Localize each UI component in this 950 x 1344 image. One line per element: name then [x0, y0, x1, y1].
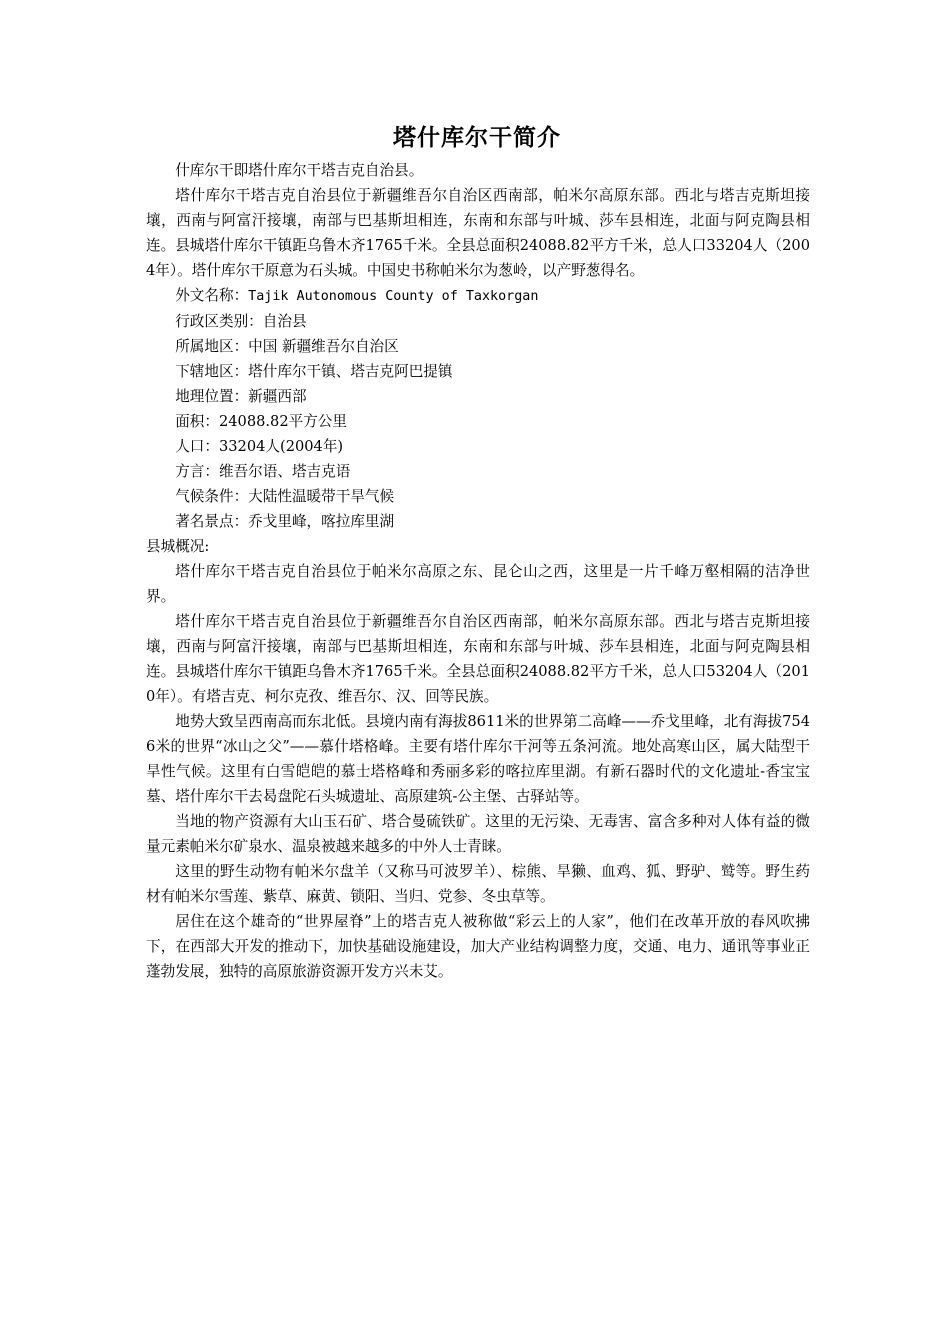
attribute-value: 中国 新疆维吾尔自治区: [248, 338, 399, 355]
attribute-value: 自治县: [262, 313, 307, 330]
attribute-row-subdivisions: [146, 359, 810, 384]
body-paragraph: 当地的物产资源有大山玉石矿、塔合曼硫铁矿。这里的无污染、无毒害、富含多种对人体有益的微量元素帕米尔矿泉水、温泉被越来越多的中外人士青睐。: [146, 813, 810, 855]
body-paragraph: 塔什库尔干塔吉克自治县位于新疆维吾尔自治区西南部，帕米尔高原东部。西北与塔吉克斯坦接壤，西南与阿富汗接壤，南部与巴基斯坦相连，东南和东部与叶城、莎车县相连，北面与阿克陶县相连。县城塔什库尔干镇距乌鲁木齐1765千米。全县总面积24088.82平方千米，总人口53204人（2010年）。有塔吉克、柯尔克孜、维吾尔、汉、回等民族。: [146, 613, 810, 705]
attribute-row-region: [146, 334, 810, 359]
attribute-value: 24088.82平方公里: [218, 413, 347, 430]
attribute-label: 面积：: [175, 413, 219, 430]
attribute-row-foreign-name: [146, 283, 810, 309]
attribute-row-attractions: [146, 509, 810, 534]
body-paragraph: 居住在这个雄奇的“世界屋脊”上的塔吉克人被称做“彩云上的人家”，他们在改革开放的春风吹拂下，在西部大开发的推动下，加快基础设施建设，加大产业结构调整力度，交通、电力、通讯等事业正蓬勃发展，独特的高原旅游资源开发方兴未艾。: [146, 913, 810, 980]
attribute-value: 33204人(2004年): [218, 438, 344, 455]
body-paragraph: 塔什库尔干塔吉克自治县位于帕米尔高原之东、昆仑山之西，这里是一片千峰万壑相隔的洁净世界。: [146, 563, 810, 605]
attribute-row-climate: [146, 484, 810, 509]
attribute-label: 外文名称：: [175, 287, 249, 304]
attribute-value: Tajik Autonomous County of Taxkorgan: [248, 289, 539, 304]
document-page: [146, 118, 810, 984]
attribute-value: 大陆性温暖带干旱气候: [248, 488, 395, 505]
attribute-row-admin-type: [146, 309, 810, 334]
body-paragraph: 地势大致呈西南高而东北低。县境内南有海拔8611米的世界第二高峰——乔戈里峰，北有海拔7546米的世界“冰山之父”——慕什塔格峰。主要有塔什库尔干河等五条河流。地处高寒山区，属大陆型干旱性气候。这里有白雪皑皑的慕士塔格峰和秀丽多彩的喀拉库里湖。有新石器时代的文化遗址-香宝宝墓、塔什库尔干去曷盘陀石头城遗址、高原建筑-公主堡、古驿站等。: [146, 713, 810, 805]
intro-short-paragraph: 什库尔干即塔什库尔干塔吉克自治县。: [175, 162, 424, 179]
attribute-label: 气候条件：: [175, 488, 249, 505]
attribute-label: 方言：: [175, 463, 219, 480]
attribute-label: 地理位置：: [175, 388, 249, 405]
attribute-value: 塔什库尔干镇、塔吉克阿巴提镇: [248, 363, 453, 380]
attribute-row-area: [146, 409, 810, 434]
attribute-label: 下辖地区：: [175, 363, 249, 380]
attribute-label: 行政区类别：: [175, 313, 263, 330]
intro-long-paragraph: 塔什库尔干塔吉克自治县位于新疆维吾尔自治区西南部，帕米尔高原东部。西北与塔吉克斯坦接壤，西南与阿富汗接壤，南部与巴基斯坦相连，东南和东部与叶城、莎车县相连，北面与阿克陶县相连。县城塔什库尔干镇距乌鲁木齐1765千米。全县总面积24088.82平方千米，总人口33204人（2004年）。塔什库尔干原意为石头城。中国史书称帕米尔为葱岭，以产野葱得名。: [146, 187, 810, 279]
attribute-label: 所属地区：: [175, 338, 249, 355]
document-title: 塔什库尔干简介: [393, 125, 561, 151]
attribute-row-location: [146, 384, 810, 409]
attribute-label: 著名景点：: [175, 513, 249, 530]
attribute-label: 人口：: [175, 438, 219, 455]
attribute-value: 维吾尔语、塔吉克语: [218, 463, 351, 480]
body-paragraph: 这里的野生动物有帕米尔盘羊（又称马可波罗羊）、棕熊、旱獭、血鸡、狐、野驴、鹫等。野生药材有帕米尔雪莲、紫草、麻黄、锁阳、当归、党参、冬虫草等。: [146, 863, 810, 905]
attribute-value: 新疆西部: [248, 388, 307, 405]
attribute-value: 乔戈里峰，喀拉库里湖: [248, 513, 395, 530]
section-heading: 县城概况:: [146, 538, 210, 555]
attribute-row-population: [146, 434, 810, 459]
attribute-row-dialect: [146, 459, 810, 484]
